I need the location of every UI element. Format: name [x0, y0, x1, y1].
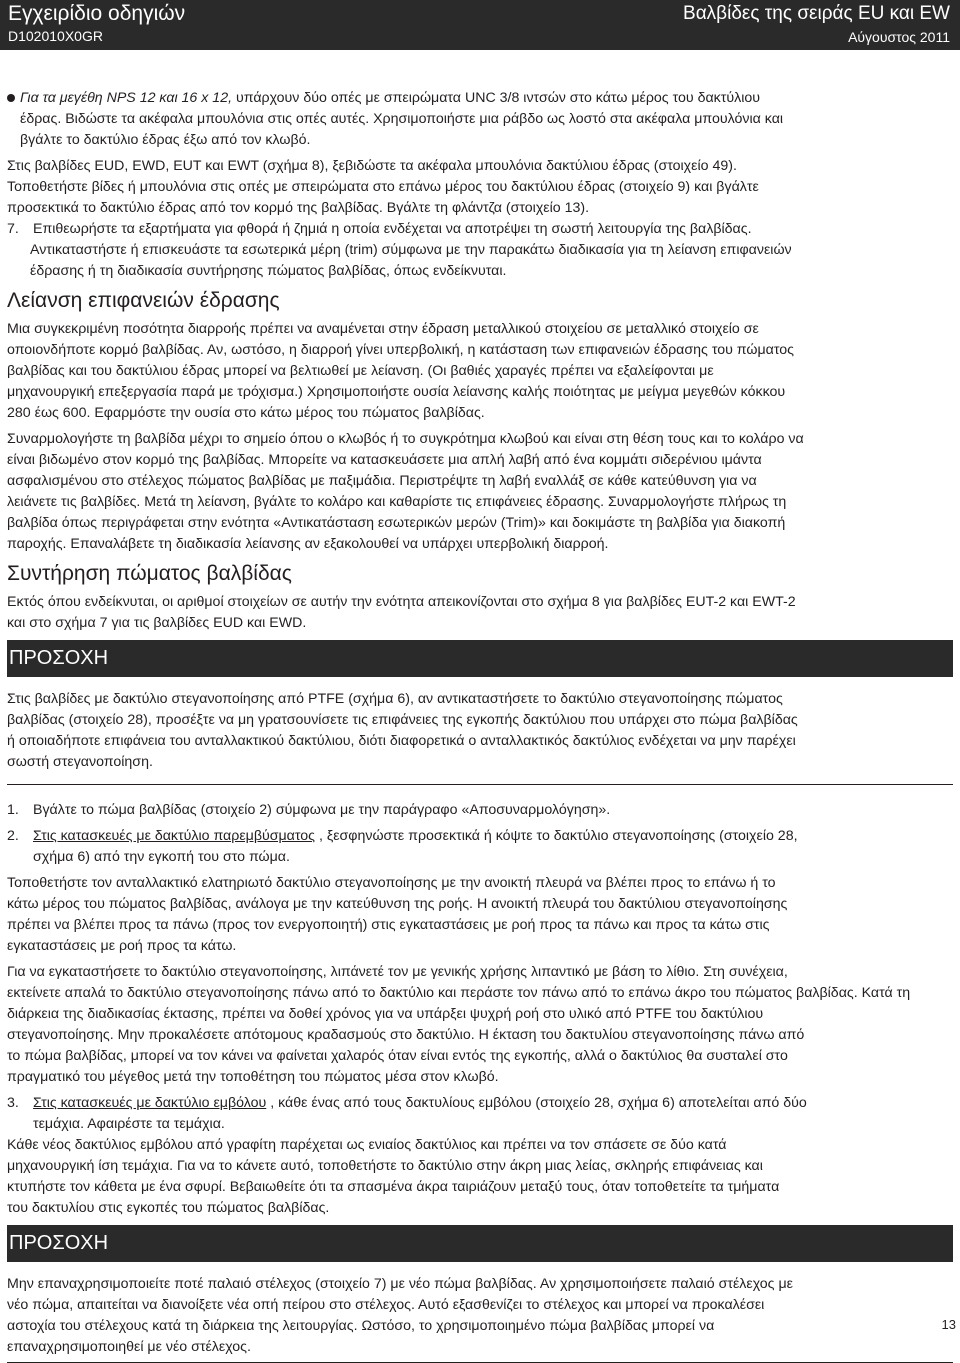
paragraph [7, 319, 953, 424]
step-underlined-lead: Στις κατασκευές με δακτύλιο παρεμβύσματος [33, 828, 316, 844]
section-heading: Λείανση επιφανειών έδρασης [7, 289, 280, 312]
paragraph-line: κτυπήστε τον κάθετα με ένα σφυρί. Βεβαιωθείτε ότι τα σπασμένα άκρα ταιριάζουν μεταξύ τους, όταν τοποθετείτε τα τμήματα [7, 1179, 780, 1195]
bullet-text: βγάλτε το δακτύλιο έδρας έξω από τον κλωβό. [20, 132, 311, 148]
paragraph-line: οποιονδήποτε κορμό βαλβίδας. Αν, ωστόσο, η διαρροή γίνει υπερβολική, η κατάσταση των επιφανειών έδρασης του πώματος [7, 342, 794, 358]
document-body [7, 88, 953, 1363]
bullet-text: έδρας. Βιδώστε τα ακέφαλα μπουλόνια στις οπές αυτές. Χρησιμοποιήστε μια ράβδο ως λοστό στα ακέφαλα μπουλόνια και [20, 111, 784, 127]
document-id: D102010X0GR [8, 28, 103, 44]
paragraph-line: διάρκεια της διαδικασίας έκτασης, πρέπει να δοθεί χρόνος για να υπάρξει ψυχρή ροή στο υλικό από PTFE του δακτύλιου [7, 1006, 764, 1022]
paragraph-line: βαλβίδα όπως περιγράφεται στην ενότητα «Αντικατάσταση εσωτερικών μερών (Trim)» και δοκιμάστε τη βαλβίδα για διακοπή [7, 515, 786, 531]
numbered-step [7, 1093, 953, 1135]
paragraph-line: ασφαλισμένου στο στέλεχος πώματος βαλβίδας με παξιμάδια. Περιστρέψτε τη λαβή εναλλάξ σε κάθε κατεύθυνση για να [7, 473, 757, 489]
numbered-step [7, 219, 953, 240]
caution-line: νέο πώμα, απαιτείται να διανοίξετε νέα οπή πείρου στο στέλεχος. Αυτό εξασθενίζει το στέλεχος και μπορεί να προκαλέσει [7, 1297, 765, 1313]
paragraph-line: Για να εγκαταστήσετε το δακτύλιο στεγανοποίησης, λιπάνετέ τον με γενικής χρήσης λιπαντικό με βάση το λίθιο. Στη συνέχεια, [7, 964, 788, 980]
caution-line: Μην επαναχρησιμοποιείτε ποτέ παλαιό στέλεχος (στοιχείο 7) με νέο πώμα βαλβίδας. Αν χρησιμοποιήσετε παλαιό στέλεχος με [7, 1276, 793, 1292]
paragraph-line: βαλβίδας και του δακτύλιου έδρας μπορεί να βελτιωθεί με λείανση. (Οι βαθιές χαραγές πρέπει να εξαλείφονται με [7, 363, 714, 379]
paragraph-line: είναι βιδωμένο στον κορμό της βαλβίδας. Μπορείτε να κατασκευάσετε μια απλή λαβή από ένα κομμάτι σιδερένιου ιμάντα [7, 452, 762, 468]
step-number: 1. [7, 802, 19, 818]
product-name: Βαλβίδες της σειράς EU και EW [683, 3, 950, 24]
publication-date: Αύγουστος 2011 [848, 29, 950, 45]
bullet-text: υπάρχουν δύο οπές με σπειρώματα UNC 3/8 ιντσών στο κάτω μέρος του δακτύλιου [232, 90, 761, 106]
step-number: 2. [7, 828, 19, 844]
step-text: Βγάλτε το πώμα βαλβίδας (στοιχείο 2) σύμφωνα με την παράγραφο «Αποσυναρμολόγηση». [33, 802, 611, 818]
paragraph [7, 592, 953, 634]
caution-line: αστοχία του στέλεχους κατά τη διάρκεια της λειτουργίας. Ωστόσο, το χρησιμοποιημένο πώμα βαλβίδας μπορεί να [7, 1318, 715, 1334]
paragraph-line: κάτω μέρος του πώματος βαλβίδας, ανάλογα με την κατεύθυνση της ροής. Η ανοικτή πλευρά του δακτύλιου στεγανοποίησης [7, 896, 788, 912]
paragraph-line: μηχανουργική ίση τεμάχια. Για να το κάνετε αυτό, τοποθετήστε το δακτύλιο στην άκρη μιας λείας, σκληρής επιφάνειας και [7, 1158, 763, 1174]
paragraph: Στις βαλβίδες EUD, EWD, EUT και EWT (σχήμα 8), ξεβιδώστε τα ακέφαλα μπουλόνια δακτύλιου έδρας (στοιχείο 49). [7, 158, 737, 174]
numbered-step [7, 800, 953, 821]
paragraph-line: λειάνετε τις βαλβίδες. Μετά τη λείανση, βγάλτε το κολάρο και καθαρίστε τις επιφάνειες έδρασης. Συναρμολογήστε πλήρως τη [7, 494, 787, 510]
paragraph-line: προσεκτικά το δακτύλιο έδρας από τον κορμό της βαλβίδας. Βγάλτε τη φλάντζα (στοιχείο 13). [7, 200, 590, 216]
paragraph-line: Τοποθετήστε βίδες ή μπουλόνια στις οπές με σπειρώματα στο επάνω μέρος του δακτύλιου έδρας (στοιχείο 9) και βγάλτε [7, 179, 759, 195]
paragraph-line: Αντικαταστήστε ή επισκευάστε τα εσωτερικά μέρη (trim) σύμφωνα με την παρακάτω διαδικασία για τη λείανση επιφανειών [30, 242, 792, 258]
paragraph [7, 962, 953, 1088]
paragraph-line: πρέπει να βλέπει προς τα πάνω (προς τον ενεργοποιητή) στις εγκαταστάσεις με ροή προς τα πάνω και προς τα κάτω στις [7, 917, 770, 933]
caution-line: βαλβίδας (στοιχείο 28), προσέξτε να μη γρατσουνίσετε τις επιφάνειες της εγκοπής δακτύλιου που υπάρχει στο πώμα βαλβίδας [7, 712, 798, 728]
caution-text [7, 677, 953, 785]
bullet-icon [7, 94, 15, 102]
page-header [0, 0, 960, 50]
paragraph-line: το πώμα βαλβίδας, μπορεί να τον κάνει να φαίνεται χαλαρός όταν είναι εντός της εγκοπής, αλλά ο δακτύλιος θα συσταλεί στο [7, 1048, 788, 1064]
caution-line: ή οποιαδήποτε επιφάνεια του ανταλλακτικού δακτύλιου, διότι διαφορετικά ο ανταλλακτικός δακτύλιος ενδέχεται να μην παρέχει [7, 733, 796, 749]
paragraph [7, 1135, 953, 1219]
step-text: τεμάχια. Αφαιρέστε τα τεμάχια. [33, 1116, 225, 1132]
caution-line: σωστή στεγανοποίηση. [7, 754, 153, 770]
caution-line: Στις βαλβίδες με δακτύλιο στεγανοποίησης από PTFE (σχήμα 6), αν αντικαταστήσετε το δακτύλιο στεγανοποίησης πώματος [7, 691, 783, 707]
paragraph-line: μηχανουργική επεξεργασία παρά με τρόχισμα.) Χρησιμοποιήστε ουσία λείανσης καλής ποιότητας με μείγμα μεγεθών κόκκου [7, 384, 786, 400]
section-heading: Συντήρηση πώματος βαλβίδας [7, 562, 292, 585]
caution-text [7, 1262, 953, 1363]
paragraph [7, 429, 953, 555]
paragraph-line: Συναρμολογήστε τη βαλβίδα μέχρι το σημείο όπου ο κλωβός ή το συγκρότημα κλωβού και είναι στη θέση τους και το κολάρο να [7, 431, 804, 447]
step-text: , ξεσφηνώστε προσεκτικά ή κόψτε το δακτύλιο στεγανοποίησης (στοιχείο 28, [315, 828, 798, 844]
step-text: , κάθε ένας από τους δακτυλίους εμβόλου (στοιχείο 28, σχήμα 6) αποτελείται από δύο [266, 1095, 807, 1111]
paragraph [7, 873, 953, 957]
paragraph-line: του δακτυλίου στις εγκοπές του πώματος βαλβίδας. [7, 1200, 330, 1216]
paragraph-line: πραγματικό του μέγεθος μετά την τοποθέτηση του πώματος μέσα στον κλωβό. [7, 1069, 499, 1085]
step-underlined-lead: Στις κατασκευές με δακτύλιο εμβόλου [33, 1095, 267, 1111]
caution-line: επαναχρησιμοποιηθεί με νέο στέλεχος. [7, 1339, 251, 1355]
paragraph-line: και στο σχήμα 7 για τις βαλβίδες EUD και EWD. [7, 615, 307, 631]
step-number: 3. [7, 1095, 19, 1111]
numbered-step [7, 826, 953, 868]
page-number: 13 [941, 1317, 956, 1332]
caution-banner: ΠΡΟΣΟΧΗ [7, 1225, 953, 1262]
paragraph-line: Τοποθετήστε τον ανταλλακτικό ελατηριωτό δακτύλιο στεγανοποίησης με την ανοικτή πλευρά να βλέπει προς το επάνω ή το [7, 875, 776, 891]
paragraph-line: παροχής. Επαναλάβετε τη διαδικασία λείανσης αν εξακολουθεί να υπάρχει υπερβολική διαρροή. [7, 536, 609, 552]
manual-title: Εγχειρίδιο οδηγιών [8, 2, 186, 25]
paragraph-line: Μια συγκεκριμένη ποσότητα διαρροής πρέπει να αναμένεται στην έδραση μεταλλικού στοιχείου σε μεταλλικό στοιχείο σε [7, 321, 759, 337]
paragraph-line: έδρασης ή τη διαδικασία συντήρησης πώματος βαλβίδας, όπως ενδείκνυται. [30, 263, 507, 279]
caution-banner: ΠΡΟΣΟΧΗ [7, 640, 953, 677]
paragraph-line: Κάθε νέος δακτύλιος εμβόλου από γραφίτη παρέχεται ως ενιαίος δακτύλιος και πρέπει να τον σπάσετε σε δύο κατά [7, 1137, 727, 1153]
paragraph-line: εγκαταστάσεις με ροή προς τα κάτω. [7, 938, 237, 954]
paragraph-line: στεγανοποίησης. Μην προκαλέσετε απότομους κραδασμούς στο δακτύλιο. Η έκταση του δακτυλίου στεγανοποίησης πάνω από [7, 1027, 805, 1043]
step-text: σχήμα 6) από την εγκοπή του στο πώμα. [33, 849, 290, 865]
bullet-item [7, 88, 953, 151]
bullet-italic-lead: Για τα μεγέθη NPS 12 και 16 x 12, [20, 90, 233, 106]
step-text: Επιθεωρήστε τα εξαρτήματα για φθορά ή ζημιά η οποία ενδέχεται να αποτρέψει τη σωστή λειτουργία της βαλβίδας. [33, 221, 752, 237]
paragraph-line: εκτείνετε απαλά το δακτύλιο στεγανοποίησης πάνω από το δακτύλιο και περάστε τον πάνω από το επάνω άκρο του πώματος βαλβίδας. Κατά τη [7, 985, 911, 1001]
paragraph-line: 280 έως 600. Εφαρμόστε την ουσία στο κάτω μέρος του πώματος βαλβίδας. [7, 405, 485, 421]
step-number: 7. [7, 221, 19, 237]
paragraph-line: Εκτός όπου ενδείκνυται, οι αριθμοί στοιχείων σε αυτήν την ενότητα απεικονίζονται στο σχήμα 8 για βαλβίδες EUT-2 και EWT-2 [7, 594, 796, 610]
